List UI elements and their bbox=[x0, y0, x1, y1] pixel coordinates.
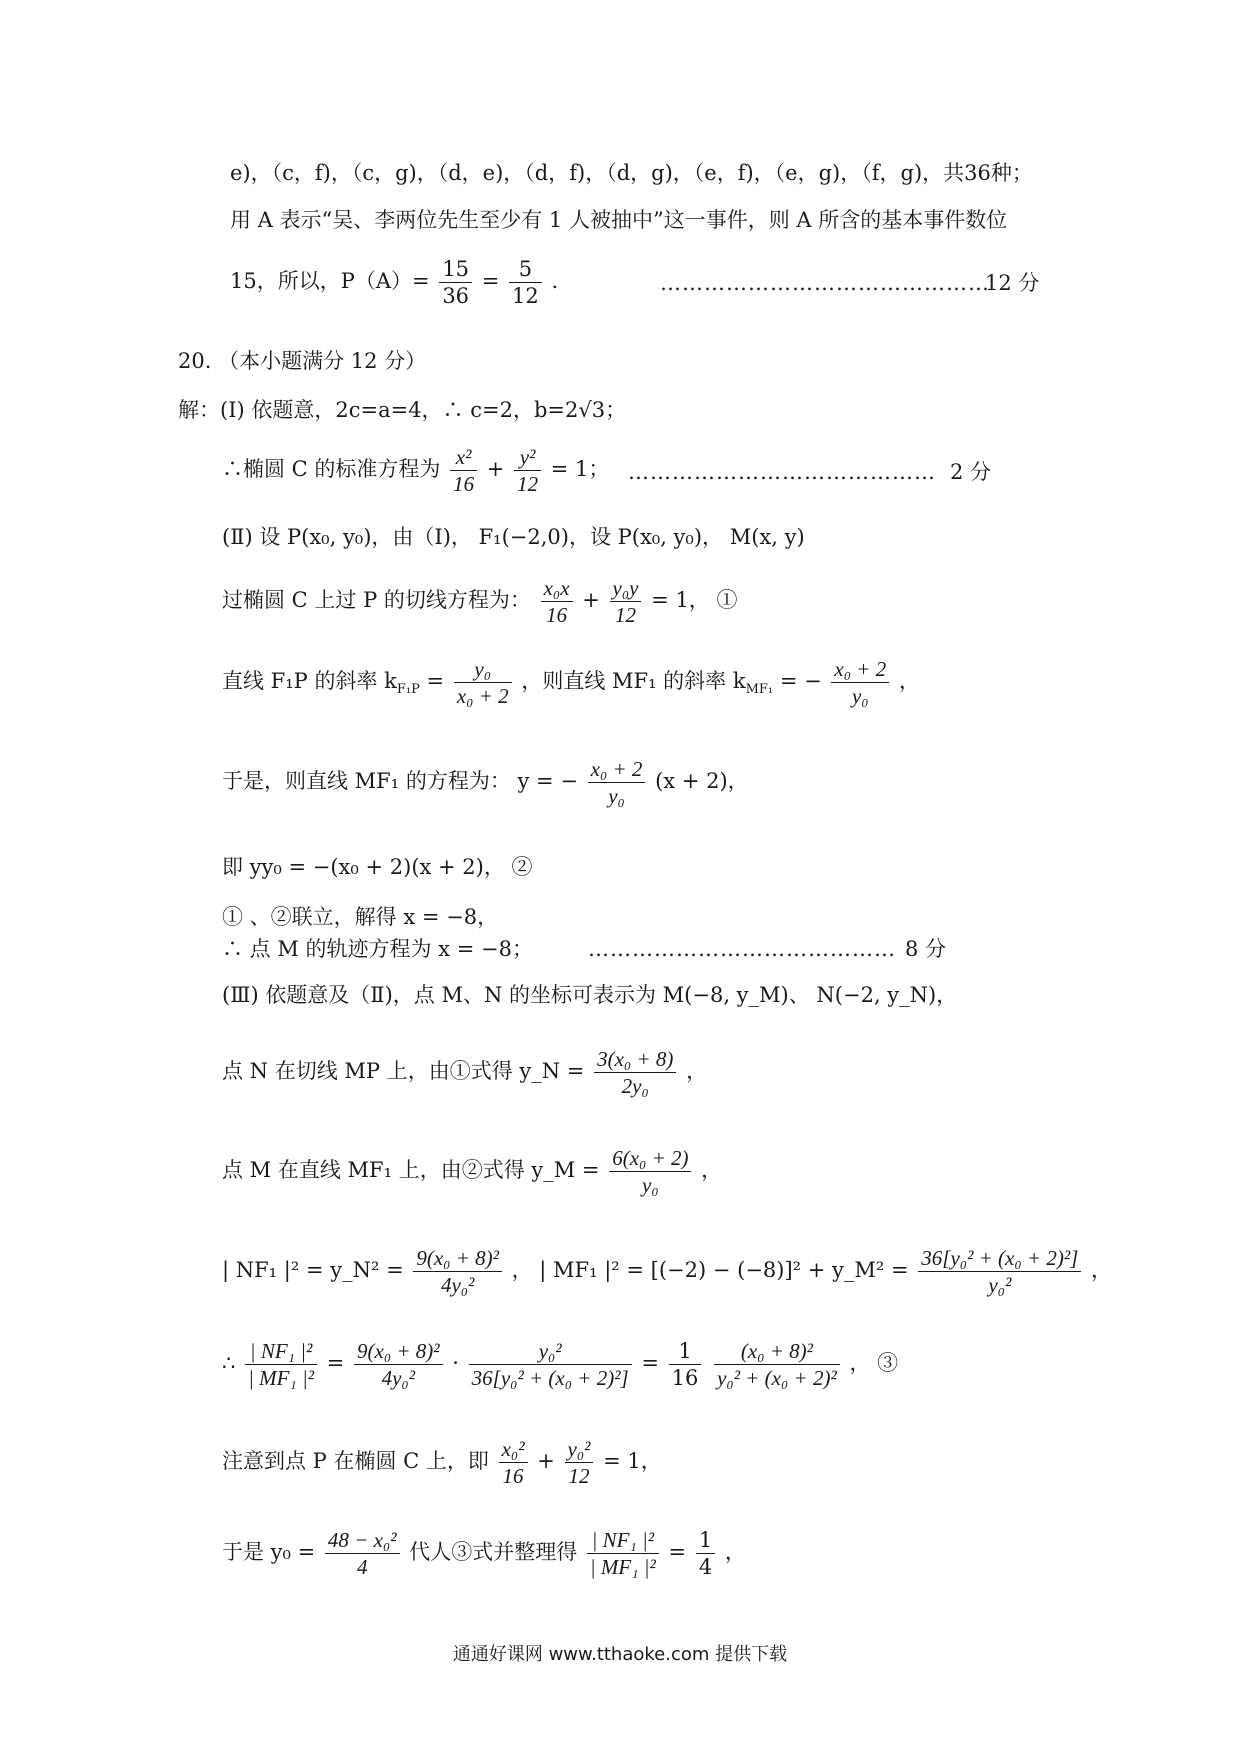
text-line-ratio: ∴ $\frac{\text{| NF₁ |²}}{\text{| MF₁ |²}}$ = $\frac{\text{9(x₀ + 8)²}}{\text{4y₀²}}$ · $\frac{\text{y₀²}}{\text{36[y₀² + (x₀ + 2)²]}}$ = $\frac{1}{16}$ $\frac{\text{(x₀ + 8)²}}{\text{y₀² + (x₀ + 2)²}}$ ， ③ bbox=[222, 1339, 899, 1390]
leader-dots: …………………………………… bbox=[588, 937, 896, 961]
score-mark: 12 分 bbox=[985, 271, 1040, 295]
text-line: 解：(Ⅰ) 依题意，2c=a=4，∴ c=2，b=2√3； bbox=[178, 398, 627, 422]
fraction: $\frac{\text{y₀²}}{12}$ bbox=[565, 1436, 594, 1489]
fraction: $\frac{\text{| NF₁ |²}}{\text{| MF₁ |²}}$ bbox=[245, 1338, 317, 1391]
fraction: $\frac{\text{y₀²}}{\text{36[y₀² + (x₀ + 2)²]}}$ bbox=[469, 1338, 632, 1391]
text-line: 即 yy₀ = −(x₀ + 2)(x + 2)， ② bbox=[222, 855, 533, 879]
fraction: $\frac{\text{36[y₀² + (x₀ + 2)²]}}{\text{y₀²}}$ bbox=[918, 1245, 1081, 1298]
text-line: e)，（c，f)，（c，g)，（d，e)，（d，f)，（d，g)，（e，f)，（e，g)，（f，g)，共36种； bbox=[230, 161, 1033, 185]
fraction: $\frac{\text{x²}}{16}$ bbox=[450, 444, 477, 497]
text: . bbox=[551, 269, 559, 293]
text-line-tangent-equation: 过椭圆 C 上过 P 的切线方程为： $\frac{\text{x₀x}}{16}$ + $\frac{\text{y₀y}}{12}$ = 1， ① bbox=[222, 576, 738, 627]
fraction: $\frac{\text{3(x₀ + 8)}}{\text{2y₀}}$ bbox=[594, 1046, 676, 1099]
fraction: $\frac{1}{4}$ bbox=[696, 1527, 715, 1580]
text-line-probability bbox=[230, 256, 558, 309]
leader-dots: …………………………………… bbox=[628, 460, 936, 484]
fraction: $\frac{1}{16}$ bbox=[669, 1338, 702, 1391]
text-line-distances: | NF₁ |² = y_N² = $\frac{\text{9(x₀ + 8)²}}{\text{4y₀²}}$ ， | MF₁ |² = [(−2) − (−8)]² + y_M² = $\frac{\text{36[y₀² + (x₀ + 2)²]}}{\text{y₀²}}$ ， bbox=[222, 1246, 1112, 1297]
fraction: $\frac{\text{y₀}}{\text{x₀ + 2}}$ bbox=[454, 656, 512, 709]
text-line-ym: 点 M 在直线 MF₁ 上，由②式得 y_M = $\frac{\text{6(x₀ + 2)}}{\text{y₀}}$ ， bbox=[222, 1146, 723, 1197]
text-line-conclusion: 于是 y₀ = $\frac{\text{48 − x₀²}}{4}$ 代人③式并整理得 $\frac{\text{| NF₁ |²}}{\text{| MF₁ |²}}$ = $\frac{1}{4}$ ， bbox=[222, 1528, 746, 1579]
fraction: $\frac{\text{y²}}{12}$ bbox=[514, 444, 541, 497]
fraction: $\frac{\text{6(x₀ + 2)}}{\text{y₀}}$ bbox=[609, 1145, 691, 1198]
fraction: $\frac{5}{12}$ bbox=[509, 256, 542, 309]
text-line: (Ⅱ) 设 P(x₀, y₀)，由（Ⅰ)， F₁(−2,0)，设 P(x₀, y₀)， M(x, y) bbox=[222, 525, 805, 549]
question-heading: 20. （本小题满分 12 分） bbox=[178, 349, 427, 373]
text-line: (Ⅲ) 依题意及（Ⅱ)，点 M、N 的坐标可表示为 M(−8, y_M)、 N(−2, y_N)， bbox=[222, 983, 958, 1007]
text: ∴椭圆 C 的标准方程为 bbox=[222, 457, 441, 481]
fraction: $\frac{\text{9(x₀ + 8)²}}{\text{4y₀²}}$ bbox=[413, 1245, 502, 1298]
fraction: $\frac{\text{(x₀ + 8)²}}{\text{y₀² + (x₀ + 2)²}}$ bbox=[714, 1338, 840, 1391]
leader-dots: ……………………………………… bbox=[660, 271, 990, 295]
fraction: $\frac{\text{9(x₀ + 8)²}}{\text{4y₀²}}$ bbox=[354, 1338, 443, 1391]
score-mark: 8 分 bbox=[905, 937, 947, 961]
text-line: 用 A 表示“吴、李两位先生至少有 1 人被抽中”这一事件，则 A 所含的基本事件数位 bbox=[230, 208, 1008, 232]
fraction: $\frac{\text{| NF₁ |²}}{\text{| MF₁ |²}}$ bbox=[587, 1527, 659, 1580]
text-line-yn: 点 N 在切线 MP 上，由①式得 y_N = $\frac{\text{3(x₀ + 8)}}{\text{2y₀}}$ ， bbox=[222, 1047, 708, 1098]
fraction: $\frac{15}{36}$ bbox=[439, 256, 472, 309]
text-line-line-equation: 于是，则直线 MF₁ 的方程为： y = − $\frac{\text{x₀ + 2}}{\text{y₀}}$ (x + 2)， bbox=[222, 757, 749, 808]
fraction: $\frac{\text{y₀y}}{12}$ bbox=[610, 575, 642, 628]
text: 15，所以，P（A）= bbox=[230, 269, 430, 293]
text-line: ① 、②联立，解得 x = −8， bbox=[222, 905, 499, 929]
page-footer: 通通好课网 www.tthaoke.com 提供下载 bbox=[452, 1644, 788, 1665]
text-line: ∴ 点 M 的轨迹方程为 x = −8； bbox=[222, 937, 533, 961]
fraction: $\frac{\text{x₀ + 2}}{\text{y₀}}$ bbox=[831, 656, 889, 709]
fraction: $\frac{\text{48 − x₀²}}{4}$ bbox=[325, 1527, 400, 1580]
fraction: $\frac{\text{x₀x}}{16}$ bbox=[541, 575, 573, 628]
fraction: $\frac{\text{x₀²}}{16}$ bbox=[499, 1436, 528, 1489]
score-mark: 2 分 bbox=[950, 460, 992, 484]
text-line-ellipse-equation: ∴椭圆 C 的标准方程为 $\frac{\text{x²}}{16}$ + $\frac{\text{y²}}{12}$ = 1； bbox=[222, 445, 610, 496]
text-line-slopes: 直线 F₁P 的斜率 $k_{F_1P}$ = $\frac{\text{y₀}}{\text{x₀ + 2}}$ ，则直线 MF₁ 的斜率 $k_{MF_1}$ = − $\frac{\text{x₀ + 2}}{\text{y₀}}$ ， bbox=[222, 657, 920, 708]
text: = bbox=[481, 269, 500, 293]
fraction: $\frac{\text{x₀ + 2}}{\text{y₀}}$ bbox=[588, 756, 646, 809]
text-line-ellipse-condition: 注意到点 P 在椭圆 C 上，即 $\frac{\text{x₀²}}{16}$ + $\frac{\text{y₀²}}{12}$ = 1， bbox=[222, 1437, 662, 1488]
